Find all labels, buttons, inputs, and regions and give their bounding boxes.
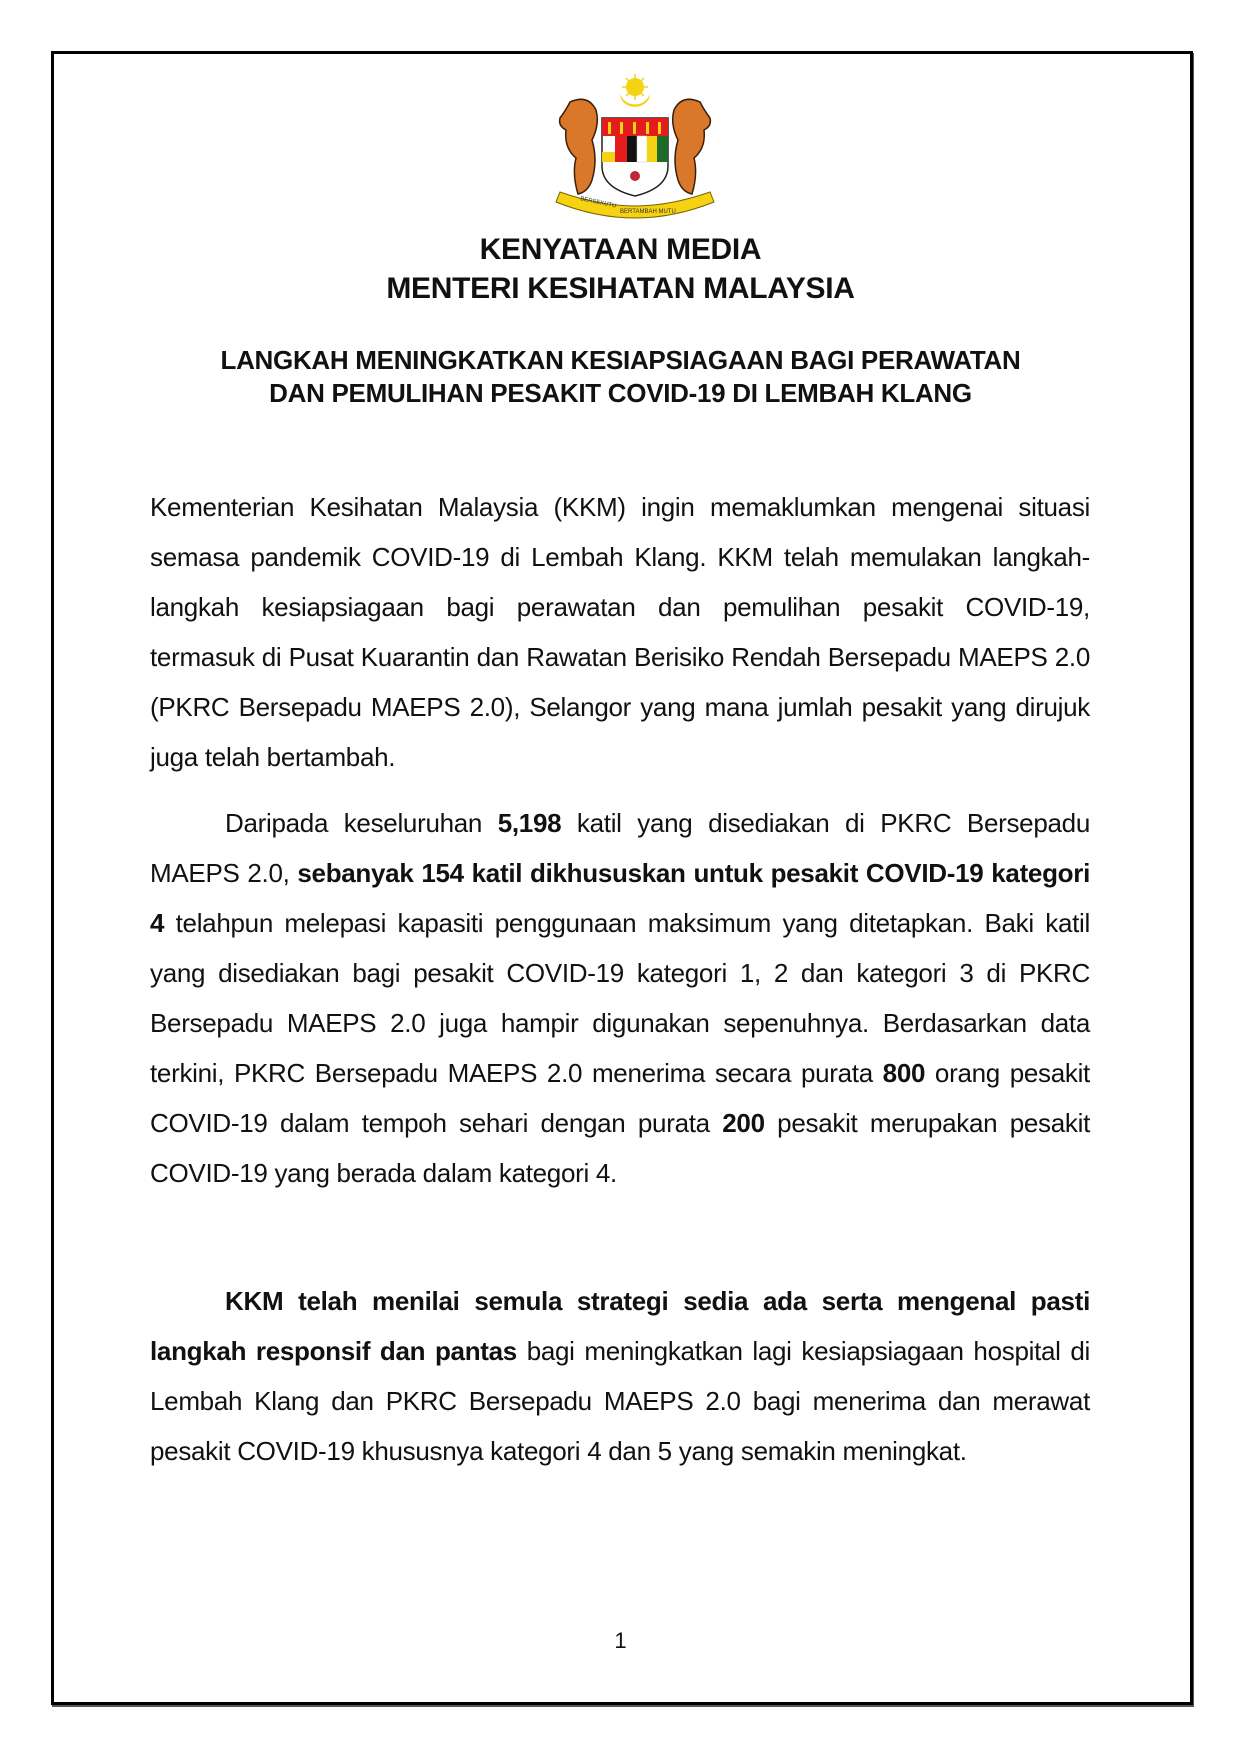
page-number: 1: [614, 1628, 627, 1653]
p3-bold-text: KKM telah menilai semula strategi sedia ada serta mengenal pasti langkah responsif dan pantas: [150, 1286, 1090, 1366]
p2-bold-category4-beds: sebanyak 154 katil dikhususkan untuk pesakit COVID-19 kategori 4: [150, 858, 1091, 938]
subtitle-line1: LANGKAH MENINGKATKAN KESIAPSIAGAAN BAGI PERAWATAN: [220, 345, 1021, 375]
svg-text:BERTAMBAH MUTU: BERTAMBAH MUTU: [620, 209, 676, 215]
paragraph-2: [150, 798, 1090, 1198]
page-title-line1: KENYATAAN MEDIA: [479, 233, 762, 266]
daily-patients-value: 800: [882, 1058, 926, 1088]
total-beds-value: 5,198: [497, 808, 562, 838]
right-tiger-icon: [673, 99, 711, 194]
paragraph-1-text: Kementerian Kesihatan Malaysia (KKM) ingin memaklumkan mengenai situasi semasa pandemik COVID-19 di Lembah Klang. KKM telah memulakan langkah-langkah kesiapsiagaan bagi perawatan dan pemulihan pesakit COVID-19, termasuk di Pusat Kuarantin dan Rawatan Berisiko Rendah Bersepadu MAEPS 2.0 (PKRC Bersepadu MAEPS 2.0), Selangor yang mana jumlah pesakit yang dirujuk juga telah bertambah.: [150, 492, 1090, 772]
paragraph-3: [150, 1276, 1090, 1476]
category4-patients-value: 200: [722, 1108, 765, 1138]
p2-text-g: orang pesakit COVID-19 dalam tempoh sehari dengan purata: [150, 1058, 1090, 1138]
p2-text-i: pesakit merupakan pesakit COVID-19 yang berada dalam kategori 4.: [150, 1108, 1090, 1188]
subtitle-line2: DAN PEMULIHAN PESAKIT COVID-19 DI LEMBAH KLANG: [269, 378, 972, 408]
p2-text-a: Daripada keseluruhan: [225, 808, 498, 838]
left-tiger-icon: [560, 99, 598, 194]
paragraph-1: [150, 482, 1090, 782]
svg-text:BERSEKUTU: BERSEKUTU: [579, 196, 617, 210]
p2-text-c: katil yang disediakan di PKRC Bersepadu MAEPS 2.0,: [150, 808, 1090, 888]
p2-text-e: telahpun melepasi kapasiti penggunaan maksimum yang ditetapkan. Baki katil yang disediakan bagi pesakit COVID-19 kategori 1, 2 dan kategori 3 di PKRC Bersepadu MAEPS 2.0 juga hampir digunakan sepenuhnya. Berdasarkan data terkini, PKRC Bersepadu MAEPS 2.0 menerima secara purata: [150, 908, 1090, 1088]
page-title-line2: MENTERI KESIHATAN MALAYSIA: [386, 272, 855, 305]
star-rays-icon: [622, 74, 648, 100]
malaysia-coat-of-arms-icon: [540, 72, 730, 224]
p3-text-b: bagi meningkatkan lagi kesiapsiagaan hospital di Lembah Klang dan PKRC Bersepadu MAEPS 2.0 bagi menerima dan merawat pesakit COVID-19 khususnya kategori 4 dan 5 yang semakin meningkat.: [150, 1336, 1090, 1466]
